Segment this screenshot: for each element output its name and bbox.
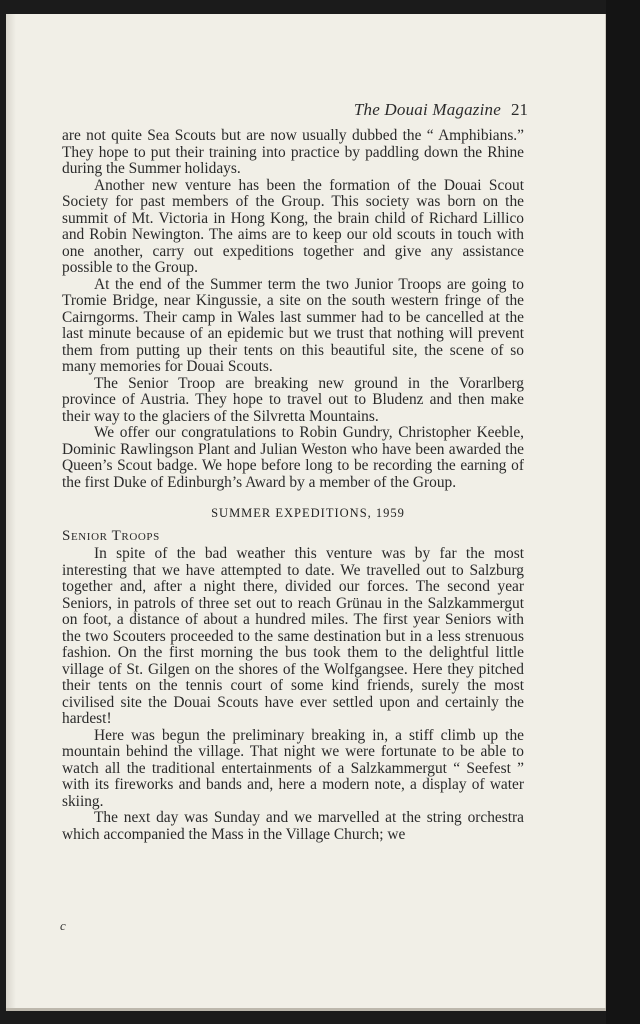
paragraph: are not quite Sea Scouts but are now usually dubbed the “ Amphibians.” They hope to put their training into practice by paddling down the Rhine during the Summer holidays. xyxy=(62,127,524,177)
paragraph: The Senior Troop are breaking new ground in the Vorarlberg province of Austria. They hope to travel out to Bludenz and then make their way to the glaciers of the Silvretta Mountains. xyxy=(62,374,524,425)
background-edge xyxy=(606,0,640,1024)
page-spine-shadow xyxy=(6,14,16,1008)
paragraph: The next day was Sunday and we marvelled at the string orchestra which accompanied the Mass in the Village Church; we xyxy=(62,809,524,843)
running-header xyxy=(60,100,528,120)
paragraph: Another new venture has been the formation of the Douai Scout Society for past members of the Group. This society was born on the summit of Mt. Victoria in Hong Kong, the brain child of Richard Lillico and Robin Newington. The aims are to keep our old scouts in touch with one another, carry out expeditions together and give any assistance possible to the Group. xyxy=(62,176,524,276)
section-subheading: Senior Troops xyxy=(62,527,160,544)
signature-mark: c xyxy=(60,918,66,933)
paragraph: In spite of the bad weather this venture was by far the most interesting that we have attempted to date. We travelled out to Salzburg together and, after a night there, divided our forces. The second year Seniors, in patrols of three set out to reach Grünau in the Salzkammergut on foot, a distance of about a hundred miles. The first year Seniors with the two Scouters proceeded to the same destination but in a less strenuous fashion. On the first morning the bus took them to the delightful little village of St. Gilgen on the shores of the Wolfgangsee. Here they pitched their tents on the tennis court of some kind friends, surely the most civilised site the Douai Scouts have ever settled upon and certainly the hardest! xyxy=(62,545,524,727)
page-number: 21 xyxy=(511,100,528,119)
paragraph: At the end of the Summer term the two Junior Troops are going to Tromie Bridge, near Kingussie, a site on the south western fringe of the Cairngorms. Their camp in Wales last summer had to be cancelled at the last minute because of an epidemic but we trust that nothing will prevent them from putting up their tents on this beautiful site, the scene of so many memories for Douai Scouts. xyxy=(62,275,524,375)
body-text xyxy=(62,128,524,843)
page-bottom-edge xyxy=(6,1008,606,1011)
section-heading: SUMMER EXPEDITIONS, 1959 xyxy=(211,506,405,520)
magazine-title: The Douai Magazine xyxy=(353,100,501,119)
paragraph: We offer our congratulations to Robin Gundry, Christopher Keeble, Dominic Rawlingson Plant and Julian Weston who have been awarded the Queen’s Scout badge. We hope before long to be recording the earning of the first Duke of Edinburgh’s Award by a member of the Group. xyxy=(62,424,524,491)
paragraph: Here was begun the preliminary breaking in, a stiff climb up the mountain behind the village. That night we were fortunate to be able to watch all the traditional entertainments of a Salzkammergut “ Seefest ” with its fireworks and bands and, here a modern note, a display of water skiing. xyxy=(62,726,524,810)
